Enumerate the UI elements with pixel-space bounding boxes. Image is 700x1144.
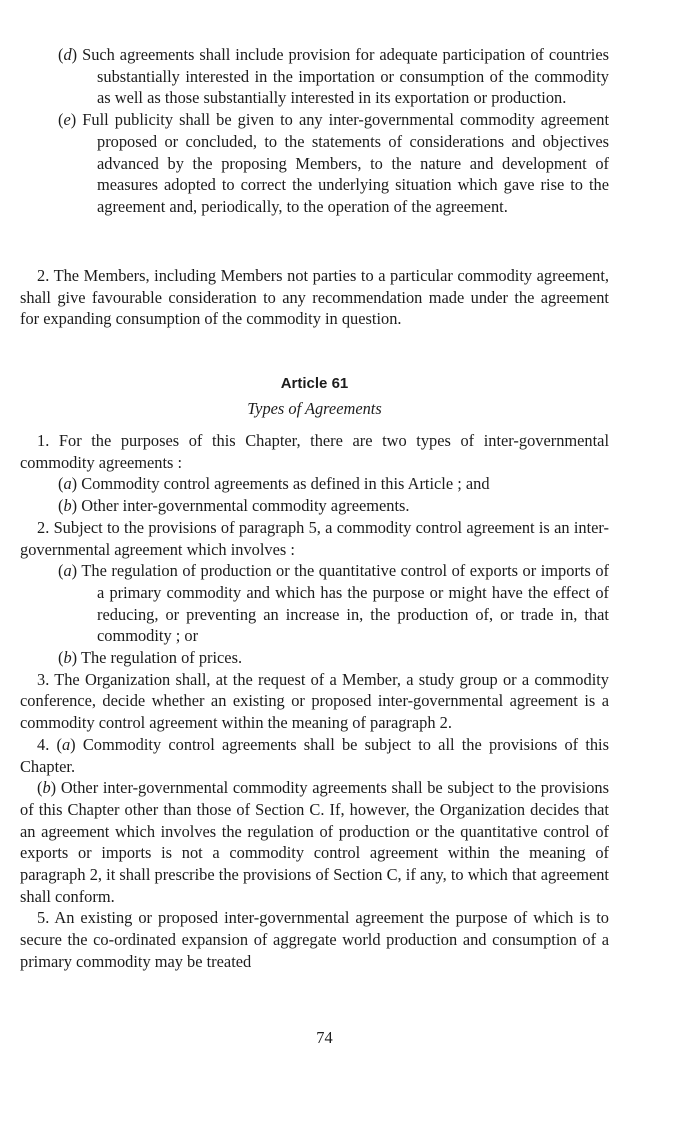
paragraph-1: 1. For the purposes of this Chapter, there are two types of inter-governmental commodity agreements : <box>20 431 609 472</box>
article-subtitle: Types of Agreements <box>247 399 382 418</box>
list-item-d: (d) Such agreements shall include provision for adequate participation of countries substantially interested in the importation or consumption of the commodity as well as those substantially interested in its exportation or production. <box>58 45 609 108</box>
list-item-1b: (b) Other inter-governmental commodity agreements. <box>58 496 410 516</box>
paragraph-4a: 4. (a) Commodity control agreements shall be subject to all the provisions of this Chapter. <box>20 734 609 776</box>
paragraph-3: 3. The Organization shall, at the request of a Member, a study group or a commodity conference, decide whether an existing or proposed inter-governmental agreement is a commodity control agreement within the meaning of paragraph 2. <box>20 669 609 733</box>
list-item-2a: (a) The regulation of production or the quantitative control of exports or imports of a primary commodity and which has the purpose or might have the effect of reducing, or preventing an increase in, the production of, or trade in, that commodity ; or <box>58 561 609 646</box>
previous-article-paragraph-2: 2. The Members, including Members not parties to a particular commodity agreement, shall give favourable consideration to any recommendation made under the agreement for expanding consumption of the commodity in question. <box>20 266 609 329</box>
list-item-2b: (b) The regulation of prices. <box>58 648 243 668</box>
list-item-1a: (a) Commodity control agreements as defined in this Article ; and <box>58 474 490 494</box>
list-item-e: (e) Full publicity shall be given to any inter-governmental commodity agreement proposed or concluded, to the statements of considerations and objectives advanced by the proposing Members, to the nature and development of measures adopted to correct the underlying situation which gave rise to the agreement and, periodically, to the operation of the agreement. <box>58 110 609 216</box>
paragraph-2: 2. Subject to the provisions of paragraph 5, a commodity control agreement is an inter-governmental agreement which involves : <box>20 517 609 559</box>
article-title: Article 61 <box>280 375 349 392</box>
paragraph-5: 5. An existing or proposed inter-governmental agreement the purpose of which is to secure the co-ordinated expansion of aggregate world production and consumption of a primary commodity may be treated <box>20 908 609 971</box>
article-body <box>20 430 609 973</box>
top-items <box>20 44 609 218</box>
paragraph-4b: (b) Other inter-governmental commodity agreements shall be subject to the provisions of this Chapter other than those of Section C. If, however, the Organization decides that an agreement which involves the regulation of production or the quantitative control of exports or imports is not a commodity control agreement within the meaning of paragraph 2, it shall prescribe the provisions of Section C, if any, to which that agreement shall conform. <box>20 778 609 906</box>
page-number: 74 <box>316 1028 333 1047</box>
